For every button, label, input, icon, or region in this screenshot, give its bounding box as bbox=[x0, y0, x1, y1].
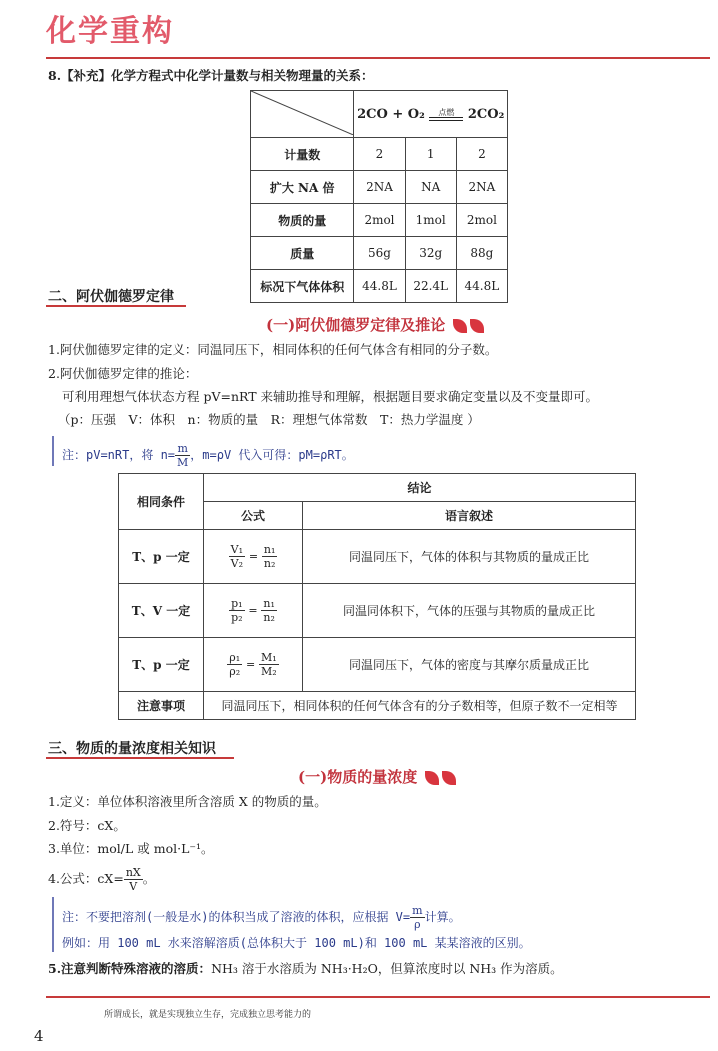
concentration-unit: 3.单位：mol/L 或 mol·L⁻¹。 bbox=[48, 841, 214, 856]
stoichiometry-table bbox=[250, 90, 508, 303]
fraction: $\frac{\text{n₁}}{\text{n₂}}$ bbox=[263, 597, 275, 624]
table-row bbox=[251, 171, 508, 204]
row-label: 质量 bbox=[251, 237, 354, 270]
row-condition: T、p 一定 bbox=[119, 638, 204, 692]
section3-note2: 例如：用 100 mL 水来溶解溶质(总体积大于 100 mL)和 100 mL 某某溶液的区别。 bbox=[62, 936, 531, 950]
cell: 2mol bbox=[354, 204, 405, 237]
row-description: 同温同体积下，气体的压强与其物质的量成正比 bbox=[303, 584, 636, 638]
header-rule bbox=[46, 57, 710, 59]
section2-subtitle-text: (一)阿伏伽德罗定律及推论 bbox=[266, 316, 446, 334]
cell: 88g bbox=[456, 237, 507, 270]
section3-underline bbox=[46, 757, 234, 759]
row-label: 物质的量 bbox=[251, 204, 354, 237]
row-label: 标况下气体体积 bbox=[251, 270, 354, 303]
avogadro-definition: 1.阿伏伽德罗定律的定义：同温同压下，相同体积的任何气体含有相同的分子数。 bbox=[48, 342, 498, 357]
cell: NA bbox=[405, 171, 456, 204]
fraction: $\frac{\text{M₁}}{\text{M₂}}$ bbox=[261, 651, 277, 678]
note-text: 注：pV=nRT，将 n= bbox=[62, 448, 176, 462]
row-formula: $\frac{\text{ρ₁}}{\text{ρ₂}}$ = $\frac{\text{M₁}}{\text{M₂}}$ bbox=[204, 638, 303, 692]
table-row bbox=[119, 584, 636, 638]
avogadro-inference-hint: 可利用理想气体状态方程 pV=nRT 来辅助推导和理解，根据题目要求确定变量以及不变量即可。 bbox=[62, 389, 599, 404]
leaf-icon bbox=[442, 771, 456, 785]
diagonal-line bbox=[251, 91, 353, 135]
fraction: $\frac{\text{n₁}}{\text{n₂}}$ bbox=[263, 543, 276, 570]
fraction: $\frac{m}{\rho}$ bbox=[412, 904, 423, 931]
row-description: 同温同压下，相同体积的任何气体含有的分子数相等，但原子数不一定相等 bbox=[204, 692, 636, 720]
note-bar bbox=[52, 436, 54, 466]
section3-note1: 注：不要把溶剂(一般是水)的体积当成了溶液的体积，应根据 V= $\frac{m}{\rho}$ 计算。 bbox=[62, 904, 461, 931]
avogadro-inference-label: 2.阿伏伽德罗定律的推论： bbox=[48, 366, 198, 381]
item8-label: 8.【补充】化学方程式中化学计量数与相关物理量的关系： bbox=[48, 68, 374, 83]
row-formula: $\frac{\text{p₁}}{\text{p₂}}$ = $\frac{\text{n₁}}{\text{n₂}}$ bbox=[204, 584, 303, 638]
cell: 44.8L bbox=[354, 270, 405, 303]
leaf-icon bbox=[425, 771, 439, 785]
table-row bbox=[251, 138, 508, 171]
header-title: 化学重构 bbox=[46, 14, 174, 49]
page-number: 4 bbox=[34, 1027, 44, 1045]
table-row bbox=[119, 692, 636, 720]
cell: 1 bbox=[405, 138, 456, 171]
leaf-icon bbox=[453, 319, 467, 333]
avogadro-table bbox=[118, 473, 636, 720]
section2-title: 二、阿伏伽德罗定律 bbox=[48, 289, 174, 305]
concentration-symbol: 2.符号：cX。 bbox=[48, 818, 126, 833]
table-row bbox=[251, 237, 508, 270]
row-condition: 注意事项 bbox=[119, 692, 204, 720]
leaf-icon bbox=[470, 319, 484, 333]
equation-arrow bbox=[429, 108, 463, 121]
equation-right: 2CO₂ bbox=[467, 106, 505, 122]
cell: 2mol bbox=[456, 204, 507, 237]
table-row bbox=[119, 638, 636, 692]
cell: 32g bbox=[405, 237, 456, 270]
avogadro-variables: （p：压强 V：体积 n：物质的量 R：理想气体常数 T：热力学温度 ） bbox=[58, 412, 480, 427]
row-condition: T、V 一定 bbox=[119, 584, 204, 638]
note-fraction: $\frac{m}{M}$ bbox=[177, 442, 189, 469]
section2-underline bbox=[46, 305, 186, 307]
concentration-formula: 4.公式：cX= $\frac{nX}{V}$ 。 bbox=[48, 866, 156, 893]
table-row bbox=[251, 204, 508, 237]
cell: 1mol bbox=[405, 204, 456, 237]
special-solute-line: 5.注意判断特殊溶液的溶质：NH₃ 溶于水溶质为 NH₃·H₂O，但算浓度时以 NH₃ 作为溶质。 bbox=[48, 961, 563, 976]
cell: 56g bbox=[354, 237, 405, 270]
header-formula: 公式 bbox=[204, 502, 303, 530]
cell: 2 bbox=[354, 138, 405, 171]
footer-motto: 所谓成长，就是实现独立生存，完成独立思考能力的 bbox=[104, 1010, 312, 1020]
cell: 2NA bbox=[456, 171, 507, 204]
table-corner-cell bbox=[251, 91, 354, 138]
header-conclusion: 结论 bbox=[204, 474, 636, 502]
row-description: 同温同压下，气体的密度与其摩尔质量成正比 bbox=[303, 638, 636, 692]
row-formula: $\frac{\text{V₁}}{\text{V₂}}$ = $\frac{\text{n₁}}{\text{n₂}}$ bbox=[204, 530, 303, 584]
header-condition: 相同条件 bbox=[119, 474, 204, 530]
equation-condition: 点燃 bbox=[438, 107, 455, 117]
row-label: 扩大 NA 倍 bbox=[251, 171, 354, 204]
cell: 22.4L bbox=[405, 270, 456, 303]
section3-subtitle bbox=[298, 766, 456, 787]
table-row bbox=[119, 530, 636, 584]
section2-subtitle bbox=[266, 314, 484, 335]
section3-title: 三、物质的量浓度相关知识 bbox=[48, 741, 216, 757]
note-bar bbox=[52, 897, 54, 952]
header-description: 语言叙述 bbox=[303, 502, 636, 530]
table-row bbox=[251, 270, 508, 303]
footer-rule bbox=[46, 996, 710, 998]
fraction: $\frac{\text{p₁}}{\text{p₂}}$ bbox=[231, 597, 243, 624]
equation-cell bbox=[354, 91, 508, 138]
concentration-definition: 1.定义：单位体积溶液里所含溶质 X 的物质的量。 bbox=[48, 794, 327, 809]
cell: 2NA bbox=[354, 171, 405, 204]
fraction: $\frac{\text{ρ₁}}{\text{ρ₂}}$ bbox=[229, 651, 241, 678]
cell: 44.8L bbox=[456, 270, 507, 303]
cell: 2 bbox=[456, 138, 507, 171]
fraction: $\frac{nX}{V}$ bbox=[125, 866, 141, 893]
note-text: ，m=ρV 代入可得：pM=ρRT。 bbox=[190, 448, 354, 462]
row-condition: T、p 一定 bbox=[119, 530, 204, 584]
row-description: 同温同压下，气体的体积与其物质的量成正比 bbox=[303, 530, 636, 584]
section3-subtitle-text: (一)物质的量浓度 bbox=[298, 768, 418, 786]
fraction: $\frac{\text{V₁}}{\text{V₂}}$ bbox=[230, 543, 243, 570]
equation-left: 2CO + O₂ bbox=[357, 106, 425, 122]
section2-note bbox=[62, 442, 354, 469]
row-label: 计量数 bbox=[251, 138, 354, 171]
